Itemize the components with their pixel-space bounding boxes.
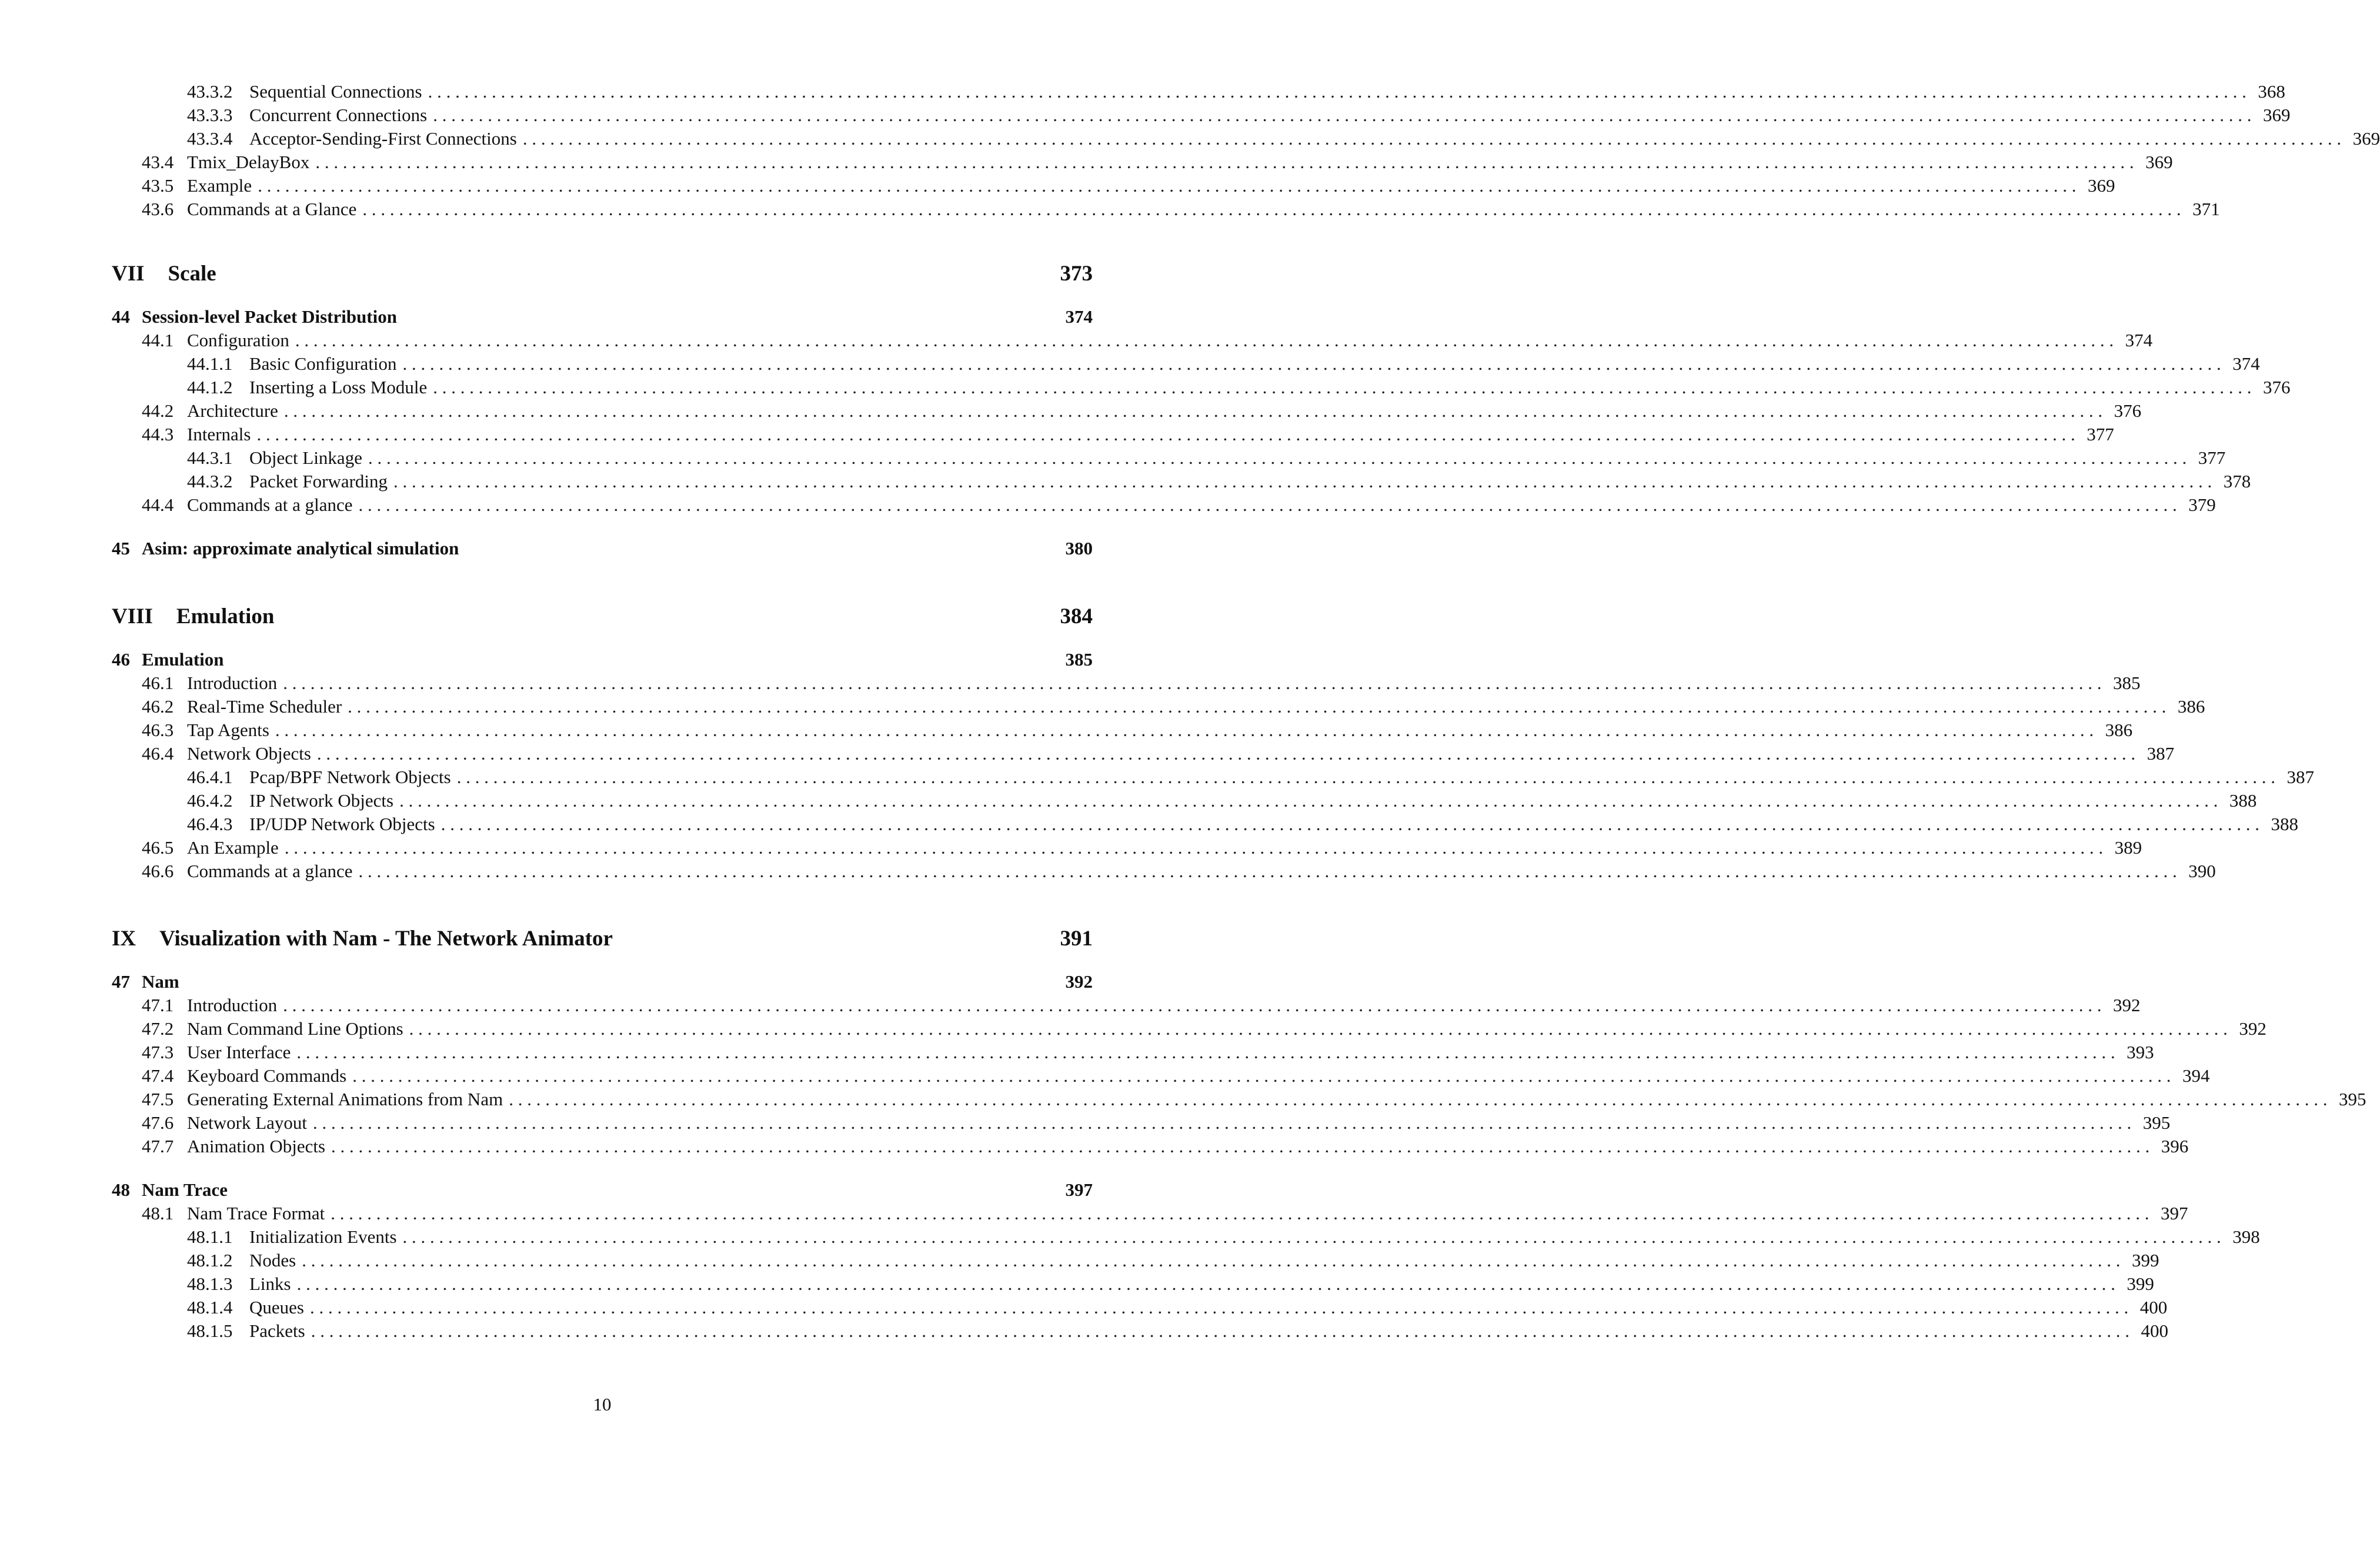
toc-entry-number: VII	[112, 262, 145, 286]
toc-entry-number: 48.1.2	[187, 1250, 233, 1271]
toc-entry-page: 394	[2182, 1065, 2210, 1086]
toc-entry-page: 397	[2160, 1203, 2188, 1223]
toc-entry-number: 43.3.3	[187, 105, 233, 125]
dot-leader: . . . . . . . . . . . . . . . . . . . . . . . . . . . . . . . . . . . . . . . . . . . . . . . . . . . . . . . . . . . . . . . . . . . . . . . . . . . . . . . . . . . . . . . . . . . . . . . . . . . . . . . . . . . . . . . . . . . . . . . . . . . . . . . . . . . . . . . . . . . . . . . . . . . . . . . . . . . . . . . . . . . . . . . . . . . . . . . . . . . . . . . . . . . . . . . . . . . . . . . .	[402, 353, 2221, 374]
toc-section-entry[interactable]	[187, 105, 2291, 125]
toc-entry-page: 373	[1060, 262, 1093, 286]
toc-entry-number: 44.2	[142, 400, 174, 421]
toc-section-entry[interactable]	[187, 128, 2380, 149]
toc-entry-title: Tap Agents	[187, 720, 269, 740]
toc-section-entry[interactable]	[142, 400, 2142, 421]
dot-leader: . . . . . . . . . . . . . . . . . . . . . . . . . . . . . . . . . . . . . . . . . . . . . . . . . . . . . . . . . . . . . . . . . . . . . . . . . . . . . . . . . . . . . . . . . . . . . . . . . . . . . . . . . . . . . . . . . . . . . . . . . . . . . . . . . . . . . . . . . . . . . . . . . . . . . . . . . . . . . . . . . . . . . . . . . . . . . . . . . . . . . . . . . . . . . . . . . . . . . . . .	[296, 1273, 2115, 1294]
toc-entry-title: Queues	[249, 1297, 304, 1318]
dot-leader: . . . . . . . . . . . . . . . . . . . . . . . . . . . . . . . . . . . . . . . . . . . . . . . . . . . . . . . . . . . . . . . . . . . . . . . . . . . . . . . . . . . . . . . . . . . . . . . . . . . . . . . . . . . . . . . . . . . . . . . . . . . . . . . . . . . . . . . . . . . . . . . . . . . . . . . . . . . . . . . . . . . . . . . . . . . . . . . . . . . . . . . . . . . . . . . . . . . . . . . .	[368, 447, 2187, 468]
toc-entry-page: 389	[2114, 837, 2142, 858]
toc-entry-number: 45	[112, 538, 130, 559]
toc-entry-page: 399	[2127, 1273, 2154, 1294]
toc-section-entry[interactable]	[142, 673, 2141, 693]
toc-entry-page: 380	[1065, 538, 1093, 559]
toc-entry-title: Commands at a Glance	[187, 199, 357, 219]
toc-section-entry[interactable]	[187, 447, 2226, 468]
toc-section-entry[interactable]	[142, 424, 2114, 444]
toc-section-entry[interactable]	[187, 814, 2298, 834]
toc-entry-page: 390	[2188, 861, 2216, 881]
toc-entry-title: Introduction	[187, 673, 278, 693]
toc-entry-page: 376	[2262, 377, 2291, 397]
dot-leader: . . . . . . . . . . . . . . . . . . . . . . . . . . . . . . . . . . . . . . . . . . . . . . . . . . . . . . . . . . . . . . . . . . . . . . . . . . . . . . . . . . . . . . . . . . . . . . . . . . . . . . . . . . . . . . . . . . . . . . . . . . . . . . . . . . . . . . . . . . . . . . . . . . . . . . . . . . . . . . . . . . . . . . . . . . . . . . . . . . . . . . . . . . . . . . . . . . . . . . . .	[284, 837, 2104, 858]
toc-entry-page: 369	[2145, 152, 2173, 172]
toc-entry-title: Nam	[142, 971, 179, 992]
toc-entry-title: Example	[187, 175, 252, 196]
toc-entry-page: 391	[1060, 927, 1093, 951]
toc-entry-page: 377	[2198, 447, 2226, 468]
toc-section-entry[interactable]	[187, 81, 2285, 102]
toc-section-entry[interactable]	[187, 377, 2291, 397]
dot-leader: . . . . . . . . . . . . . . . . . . . . . . . . . . . . . . . . . . . . . . . . . . . . . . . . . . . . . . . . . . . . . . . . . . . . . . . . . . . . . . . . . . . . . . . . . . . . . . . . . . . . . . . . . . . . . . . . . . . . . . . . . . . . . . . . . . . . . . . . . . . . . . . . . . . . . . . . . . . . . . . . . . . . . . . . . . . . . . . . . . . . . . . . . . . . . . . . . . . . . . . .	[315, 152, 2134, 172]
dot-leader: . . . . . . . . . . . . . . . . . . . . . . . . . . . . . . . . . . . . . . . . . . . . . . . . . . . . . . . . . . . . . . . . . . . . . . . . . . . . . . . . . . . . . . . . . . . . . . . . . . . . . . . . . . . . . . . . . . . . . . . . . . . . . . . . . . . . . . . . . . . . . . . . . . . . . . . . . . . . . . . . . . . . . . . . . . . . . . . . . . . . . . . . . . . . . . . . . . . . . . . .	[331, 1203, 2149, 1223]
toc-entry-title: IP Network Objects	[249, 790, 394, 811]
toc-entry-page: 384	[1060, 604, 1093, 628]
dot-leader: . . . . . . . . . . . . . . . . . . . . . . . . . . . . . . . . . . . . . . . . . . . . . . . . . . . . . . . . . . . . . . . . . . . . . . . . . . . . . . . . . . . . . . . . . . . . . . . . . . . . . . . . . . . . . . . . . . . . . . . . . . . . . . . . . . . . . . . . . . . . . . . . . . . . . . . . . . . . . . . . . . . . . . . . . . . . . . . . . . . . . . . . . . . . . . . . . . . . . . . .	[302, 1250, 2121, 1271]
toc-section-entry[interactable]	[187, 1226, 2260, 1247]
toc-entry-number: 43.6	[142, 199, 174, 219]
toc-entry-title: Nam Trace	[142, 1179, 228, 1200]
toc-entry-number: 48.1	[142, 1203, 174, 1223]
toc-entry-page: 371	[2192, 199, 2220, 219]
toc-entry-number: 47.5	[142, 1089, 174, 1109]
toc-entry-title: Internals	[187, 424, 251, 444]
toc-entry-title: Inserting a Loss Module	[249, 377, 428, 397]
toc-entry-page: 376	[2114, 400, 2142, 421]
dot-leader: . . . . . . . . . . . . . . . . . . . . . . . . . . . . . . . . . . . . . . . . . . . . . . . . . . . . . . . . . . . . . . . . . . . . . . . . . . . . . . . . . . . . . . . . . . . . . . . . . . . . . . . . . . . . . . . . . . . . . . . . . . . . . . . . . . . . . . . . . . . . . . . . . . . . . . . . . . . . . . . . . . . . . . . . . . . . . . . . . . . . . . . . . . . . . . . . . . . . . . . .	[433, 105, 2252, 125]
toc-entry-page: 399	[2131, 1250, 2159, 1271]
toc-entry-number: 44.1.1	[187, 353, 233, 374]
toc-entry-title: Introduction	[187, 995, 278, 1015]
toc-entry-number: 48	[112, 1179, 130, 1200]
toc-entry-page: 392	[1065, 971, 1093, 992]
toc-section-entry[interactable]	[142, 1065, 2210, 1086]
toc-entry-number: IX	[112, 927, 136, 951]
toc-section-entry[interactable]	[142, 494, 2216, 515]
toc-chapter-entry[interactable]	[112, 650, 1093, 668]
toc-chapter-entry[interactable]	[112, 1181, 1093, 1199]
toc-part-entry[interactable]	[112, 606, 1093, 627]
toc-entry-number: 46.2	[142, 696, 174, 717]
dot-leader: . . . . . . . . . . . . . . . . . . . . . . . . . . . . . . . . . . . . . . . . . . . . . . . . . . . . . . . . . . . . . . . . . . . . . . . . . . . . . . . . . . . . . . . . . . . . . . . . . . . . . . . . . . . . . . . . . . . . . . . . . . . . . . . . . . . . . . . . . . . . . . . . . . . . . . . . . . . . . . . . . . . . . . . . . . . . . . . . . . . . . . . . . . . . . . . . . . . . . . . .	[352, 1065, 2171, 1086]
toc-entry-page: 368	[2258, 81, 2285, 102]
dot-leader: . . . . . . . . . . . . . . . . . . . . . . . . . . . . . . . . . . . . . . . . . . . . . . . . . . . . . . . . . . . . . . . . . . . . . . . . . . . . . . . . . . . . . . . . . . . . . . . . . . . . . . . . . . . . . . . . . . . . . . . . . . . . . . . . . . . . . . . . . . . . . . . . . . . . . . . . . . . . . . . . . . . . . . . . . . . . . . . . . . . . . . . . . . . . . . . . . . . . . . . .	[296, 1042, 2115, 1062]
toc-section-entry[interactable]	[142, 1136, 2189, 1156]
toc-section-entry[interactable]	[142, 861, 2216, 881]
toc-entry-page: 396	[2161, 1136, 2189, 1156]
toc-section-entry[interactable]	[142, 330, 2153, 350]
toc-entry-title: Network Layout	[187, 1112, 308, 1133]
toc-entry-number: 46.4	[142, 743, 174, 764]
toc-section-entry[interactable]	[187, 1250, 2159, 1271]
dot-leader: . . . . . . . . . . . . . . . . . . . . . . . . . . . . . . . . . . . . . . . . . . . . . . . . . . . . . . . . . . . . . . . . . . . . . . . . . . . . . . . . . . . . . . . . . . . . . . . . . . . . . . . . . . . . . . . . . . . . . . . . . . . . . . . . . . . . . . . . . . . . . . . . . . . . . . . . . . . . . . . . . . . . . . . . . . . . . . . . . . . . . . . . . . . . . . . . . . . . . . . .	[433, 377, 2252, 397]
toc-entry-title: Architecture	[187, 400, 278, 421]
toc-entry-title: Generating External Animations from Nam	[187, 1089, 503, 1109]
dot-leader: . . . . . . . . . . . . . . . . . . . . . . . . . . . . . . . . . . . . . . . . . . . . . . . . . . . . . . . . . . . . . . . . . . . . . . . . . . . . . . . . . . . . . . . . . . . . . . . . . . . . . . . . . . . . . . . . . . . . . . . . . . . . . . . . . . . . . . . . . . . . . . . . . . . . . . . . . . . . . . . . . . . . . . . . . . . . . . . . . . . . . . . . . . . . . . . . . . . . . . . .	[456, 767, 2275, 787]
toc-entry-page: 398	[2232, 1226, 2260, 1247]
toc-chapter-entry[interactable]	[112, 539, 1093, 557]
toc-entry-page: 369	[2087, 175, 2115, 196]
toc-entry-number: 47	[112, 971, 130, 992]
dot-leader: . . . . . . . . . . . . . . . . . . . . . . . . . . . . . . . . . . . . . . . . . . . . . . . . . . . . . . . . . . . . . . . . . . . . . . . . . . . . . . . . . . . . . . . . . . . . . . . . . . . . . . . . . . . . . . . . . . . . . . . . . . . . . . . . . . . . . . . . . . . . . . . . . . . . . . . . . . . . . . . . . . . . . . . . . . . . . . . . . . . . . . . . . . . . . . . . . . . . . . . .	[283, 995, 2102, 1015]
toc-entry-title: Scale	[168, 262, 216, 286]
toc-section-entry[interactable]	[187, 353, 2260, 374]
toc-entry-title: Configuration	[187, 330, 289, 350]
dot-leader: . . . . . . . . . . . . . . . . . . . . . . . . . . . . . . . . . . . . . . . . . . . . . . . . . . . . . . . . . . . . . . . . . . . . . . . . . . . . . . . . . . . . . . . . . . . . . . . . . . . . . . . . . . . . . . . . . . . . . . . . . . . . . . . . . . . . . . . . . . . . . . . . . . . . . . . . . . . . . . . . . . . . . . . . . . . . . . . . . . . . . . . . . . . . . . . . . . . . . . . .	[358, 494, 2177, 515]
dot-leader: . . . . . . . . . . . . . . . . . . . . . . . . . . . . . . . . . . . . . . . . . . . . . . . . . . . . . . . . . . . . . . . . . . . . . . . . . . . . . . . . . . . . . . . . . . . . . . . . . . . . . . . . . . . . . . . . . . . . . . . . . . . . . . . . . . . . . . . . . . . . . . . . . . . . . . . . . . . . . . . . . . . . . . . . . . . . . . . . . . . . . . . . . . . . . . . . . . . . . . . .	[409, 1018, 2228, 1039]
toc-entry-page: 385	[1065, 649, 1093, 670]
toc-section-entry[interactable]	[142, 1089, 2366, 1109]
toc-section-entry[interactable]	[187, 471, 2251, 492]
toc-section-entry[interactable]	[187, 1273, 2154, 1294]
toc-entry-title: Tmix_DelayBox	[187, 152, 310, 172]
dot-leader: . . . . . . . . . . . . . . . . . . . . . . . . . . . . . . . . . . . . . . . . . . . . . . . . . . . . . . . . . . . . . . . . . . . . . . . . . . . . . . . . . . . . . . . . . . . . . . . . . . . . . . . . . . . . . . . . . . . . . . . . . . . . . . . . . . . . . . . . . . . . . . . . . . . . . . . . . . . . . . . . . . . . . . . . . . . . . . . . . . . . . . . . . . . . . . . . . . . . . . . .	[283, 400, 2103, 421]
toc-section-entry[interactable]	[142, 1018, 2266, 1039]
dot-leader: . . . . . . . . . . . . . . . . . . . . . . . . . . . . . . . . . . . . . . . . . . . . . . . . . . . . . . . . . . . . . . . . . . . . . . . . . . . . . . . . . . . . . . . . . . . . . . . . . . . . . . . . . . . . . . . . . . . . . . . . . . . . . . . . . . . . . . . . . . . . . . . . . . . . . . . . . . . . . . . . . . . . . . . . . . . . . . . . . . . . . . . . . . . . . . . . . . . . . . . .	[358, 861, 2177, 881]
dot-leader: . . . . . . . . . . . . . . . . . . . . . . . . . . . . . . . . . . . . . . . . . . . . . . . . . . . . . . . . . . . . . . . . . . . . . . . . . . . . . . . . . . . . . . . . . . . . . . . . . . . . . . . . . . . . . . . . . . . . . . . . . . . . . . . . . . . . . . . . . . . . . . . . . . . . . . . . . . . . . . . . . . . . . . . . . . . . . . . . . . . . . . . . . . . . . . . . . . . . . . . .	[275, 720, 2094, 740]
toc-entry-page: 400	[2141, 1320, 2168, 1341]
toc-section-entry[interactable]	[142, 199, 2220, 219]
toc-entry-page: 374	[1065, 306, 1093, 327]
toc-entry-title: Basic Configuration	[249, 353, 397, 374]
toc-entry-number: 46.1	[142, 673, 174, 693]
toc-entry-title: Visualization with Nam - The Network Animator	[159, 927, 613, 951]
dot-leader: . . . . . . . . . . . . . . . . . . . . . . . . . . . . . . . . . . . . . . . . . . . . . . . . . . . . . . . . . . . . . . . . . . . . . . . . . . . . . . . . . . . . . . . . . . . . . . . . . . . . . . . . . . . . . . . . . . . . . . . . . . . . . . . . . . . . . . . . . . . . . . . . . . . . . . . . . . . . . . . . . . . . . . . . . . . . . . . . . . . . . . . . . . . . . . . . . . . . . . . .	[362, 199, 2181, 219]
toc-entry-number: 46.6	[142, 861, 174, 881]
dot-leader: . . . . . . . . . . . . . . . . . . . . . . . . . . . . . . . . . . . . . . . . . . . . . . . . . . . . . . . . . . . . . . . . . . . . . . . . . . . . . . . . . . . . . . . . . . . . . . . . . . . . . . . . . . . . . . . . . . . . . . . . . . . . . . . . . . . . . . . . . . . . . . . . . . . . . . . . . . . . . . . . . . . . . . . . . . . . . . . . . . . . . . . . . . . . . . . . . . . . . . . .	[258, 175, 2077, 196]
toc-entry-page: 385	[2113, 673, 2141, 693]
toc-entry-title: Sequential Connections	[249, 81, 422, 102]
toc-entry-title: User Interface	[187, 1042, 291, 1062]
toc-entry-number: 44.3	[142, 424, 174, 444]
toc-chapter-entry[interactable]	[112, 972, 1093, 991]
toc-entry-page: 377	[2087, 424, 2114, 444]
toc-entry-number: 47.1	[142, 995, 174, 1015]
toc-entry-page: 392	[2239, 1018, 2266, 1039]
toc-entry-title: Animation Objects	[187, 1136, 326, 1156]
toc-entry-page: 369	[2352, 128, 2380, 149]
toc-chapter-entry[interactable]	[112, 307, 1093, 326]
dot-leader: . . . . . . . . . . . . . . . . . . . . . . . . . . . . . . . . . . . . . . . . . . . . . . . . . . . . . . . . . . . . . . . . . . . . . . . . . . . . . . . . . . . . . . . . . . . . . . . . . . . . . . . . . . . . . . . . . . . . . . . . . . . . . . . . . . . . . . . . . . . . . . . . . . . . . . . . . . . . . . . . . . . . . . . . . . . . . . . . . . . . . . . . . . . . . . . . . . . . . . . .	[440, 814, 2259, 834]
toc-part-entry[interactable]	[112, 263, 1093, 285]
toc-entry-title: Initialization Events	[249, 1226, 397, 1247]
toc-section-entry[interactable]	[142, 720, 2133, 740]
toc-entry-title: Links	[249, 1273, 291, 1294]
toc-entry-number: 43.3.2	[187, 81, 233, 102]
toc-entry-page: 387	[2286, 767, 2314, 787]
toc-entry-title: Emulation	[142, 649, 224, 670]
dot-leader: . . . . . . . . . . . . . . . . . . . . . . . . . . . . . . . . . . . . . . . . . . . . . . . . . . . . . . . . . . . . . . . . . . . . . . . . . . . . . . . . . . . . . . . . . . . . . . . . . . . . . . . . . . . . . . . . . . . . . . . . . . . . . . . . . . . . . . . . . . . . . . . . . . . . . . . . . . . . . . . . . . . . . . . . . . . . . . . . . . . . . . . . . . . . . . . . . . . . . . . .	[313, 1112, 2132, 1133]
dot-leader: . . . . . . . . . . . . . . . . . . . . . . . . . . . . . . . . . . . . . . . . . . . . . . . . . . . . . . . . . . . . . . . . . . . . . . . . . . . . . . . . . . . . . . . . . . . . . . . . . . . . . . . . . . . . . . . . . . . . . . . . . . . . . . . . . . . . . . . . . . . . . . . . . . . . . . . . . . . . . . . . . . . . . . . . . . . . . . . . . . . . . . . . . . . . . . . . . . . . . . . .	[522, 128, 2342, 149]
toc-entry-title: IP/UDP Network Objects	[249, 814, 435, 834]
toc-entry-number: 48.1.1	[187, 1226, 233, 1247]
page-number: 10	[593, 1394, 612, 1415]
toc-entry-title: An Example	[187, 837, 279, 858]
dot-leader: . . . . . . . . . . . . . . . . . . . . . . . . . . . . . . . . . . . . . . . . . . . . . . . . . . . . . . . . . . . . . . . . . . . . . . . . . . . . . . . . . . . . . . . . . . . . . . . . . . . . . . . . . . . . . . . . . . . . . . . . . . . . . . . . . . . . . . . . . . . . . . . . . . . . . . . . . . . . . . . . . . . . . . . . . . . . . . . . . . . . . . . . . . . . . . . . . . . . . . . .	[393, 471, 2212, 492]
toc-part-entry[interactable]	[112, 928, 1093, 949]
dot-leader: . . . . . . . . . . . . . . . . . . . . . . . . . . . . . . . . . . . . . . . . . . . . . . . . . . . . . . . . . . . . . . . . . . . . . . . . . . . . . . . . . . . . . . . . . . . . . . . . . . . . . . . . . . . . . . . . . . . . . . . . . . . . . . . . . . . . . . . . . . . . . . . . . . . . . . . . . . . . . . . . . . . . . . . . . . . . . . . . . . . . . . . . . . . . . . . . . . . . . . . .	[256, 424, 2075, 444]
toc-entry-page: 400	[2139, 1297, 2168, 1318]
toc-entry-page: 369	[2262, 105, 2291, 125]
toc-entry-page: 393	[2127, 1042, 2154, 1062]
toc-entry-page: 397	[1065, 1179, 1093, 1200]
toc-entry-title: Pcap/BPF Network Objects	[249, 767, 451, 787]
toc-entry-number: 48.1.3	[187, 1273, 233, 1294]
toc-entry-number: 44.1.2	[187, 377, 233, 397]
toc-entry-title: Commands at a glance	[187, 494, 353, 515]
toc-section-entry[interactable]	[142, 995, 2141, 1015]
dot-leader: . . . . . . . . . . . . . . . . . . . . . . . . . . . . . . . . . . . . . . . . . . . . . . . . . . . . . . . . . . . . . . . . . . . . . . . . . . . . . . . . . . . . . . . . . . . . . . . . . . . . . . . . . . . . . . . . . . . . . . . . . . . . . . . . . . . . . . . . . . . . . . . . . . . . . . . . . . . . . . . . . . . . . . . . . . . . . . . . . . . . . . . . . . . . . . . . . . . . . . . .	[509, 1089, 2328, 1109]
toc-entry-number: 44.1	[142, 330, 174, 350]
dot-leader: . . . . . . . . . . . . . . . . . . . . . . . . . . . . . . . . . . . . . . . . . . . . . . . . . . . . . . . . . . . . . . . . . . . . . . . . . . . . . . . . . . . . . . . . . . . . . . . . . . . . . . . . . . . . . . . . . . . . . . . . . . . . . . . . . . . . . . . . . . . . . . . . . . . . . . . . . . . . . . . . . . . . . . . . . . . . . . . . . . . . . . . . . . . . . . . . . . . . . . . .	[316, 743, 2136, 764]
toc-section-entry[interactable]	[187, 767, 2314, 787]
toc-entry-number: 47.2	[142, 1018, 174, 1039]
toc-entry-page: 395	[2338, 1089, 2366, 1109]
toc-entry-page: 374	[2232, 353, 2260, 374]
toc-entry-title: Nam Command Line Options	[187, 1018, 403, 1039]
toc-section-entry[interactable]	[142, 1203, 2188, 1223]
toc-section-entry[interactable]	[142, 1042, 2154, 1062]
toc-entry-number: 46.4.2	[187, 790, 233, 811]
dot-leader: . . . . . . . . . . . . . . . . . . . . . . . . . . . . . . . . . . . . . . . . . . . . . . . . . . . . . . . . . . . . . . . . . . . . . . . . . . . . . . . . . . . . . . . . . . . . . . . . . . . . . . . . . . . . . . . . . . . . . . . . . . . . . . . . . . . . . . . . . . . . . . . . . . . . . . . . . . . . . . . . . . . . . . . . . . . . . . . . . . . . . . . . . . . . . . . . . . . . . . . .	[428, 81, 2247, 102]
toc-entry-number: 44.3.1	[187, 447, 233, 468]
dot-leader: . . . . . . . . . . . . . . . . . . . . . . . . . . . . . . . . . . . . . . . . . . . . . . . . . . . . . . . . . . . . . . . . . . . . . . . . . . . . . . . . . . . . . . . . . . . . . . . . . . . . . . . . . . . . . . . . . . . . . . . . . . . . . . . . . . . . . . . . . . . . . . . . . . . . . . . . . . . . . . . . . . . . . . . . . . . . . . . . . . . . . . . . . . . . . . . . . . . . . . . .	[309, 1297, 2129, 1318]
toc-entry-title: Network Objects	[187, 743, 311, 764]
toc-entry-number: 46.4.1	[187, 767, 233, 787]
toc-entry-number: 47.4	[142, 1065, 174, 1086]
toc-entry-number: 46.3	[142, 720, 174, 740]
toc-section-entry[interactable]	[142, 1112, 2171, 1133]
toc-entry-title: Real-Time Scheduler	[187, 696, 342, 717]
toc-entry-title: Nam Trace Format	[187, 1203, 325, 1223]
toc-entry-title: Keyboard Commands	[187, 1065, 347, 1086]
toc-section-entry[interactable]	[142, 743, 2175, 764]
toc-entry-title: Object Linkage	[249, 447, 362, 468]
toc-entry-number: 48.1.4	[187, 1297, 233, 1318]
toc-entry-page: 386	[2177, 696, 2205, 717]
toc-entry-title: Packet Forwarding	[249, 471, 388, 492]
toc-section-entry[interactable]	[187, 1320, 2168, 1341]
dot-leader: . . . . . . . . . . . . . . . . . . . . . . . . . . . . . . . . . . . . . . . . . . . . . . . . . . . . . . . . . . . . . . . . . . . . . . . . . . . . . . . . . . . . . . . . . . . . . . . . . . . . . . . . . . . . . . . . . . . . . . . . . . . . . . . . . . . . . . . . . . . . . . . . . . . . . . . . . . . . . . . . . . . . . . . . . . . . . . . . . . . . . . . . . . . . . . . . . . . . . . . .	[399, 790, 2218, 811]
toc-entry-title: Emulation	[176, 604, 275, 628]
toc-entry-number: 46.5	[142, 837, 174, 858]
toc-entry-title: Packets	[249, 1320, 305, 1341]
toc-entry-number: 46.4.3	[187, 814, 233, 834]
toc-entry-number: 43.4	[142, 152, 174, 172]
toc-section-entry[interactable]	[142, 175, 2115, 196]
toc-entry-number: 47.3	[142, 1042, 174, 1062]
toc-section-entry[interactable]	[142, 696, 2205, 717]
toc-entry-number: 48.1.5	[187, 1320, 233, 1341]
toc-entry-title: Session-level Packet Distribution	[142, 306, 397, 327]
toc-entry-title: Nodes	[249, 1250, 296, 1271]
dot-leader: . . . . . . . . . . . . . . . . . . . . . . . . . . . . . . . . . . . . . . . . . . . . . . . . . . . . . . . . . . . . . . . . . . . . . . . . . . . . . . . . . . . . . . . . . . . . . . . . . . . . . . . . . . . . . . . . . . . . . . . . . . . . . . . . . . . . . . . . . . . . . . . . . . . . . . . . . . . . . . . . . . . . . . . . . . . . . . . . . . . . . . . . . . . . . . . . . . . . . . . .	[402, 1226, 2221, 1247]
toc-section-entry[interactable]	[142, 837, 2142, 858]
toc-entry-page: 379	[2188, 494, 2216, 515]
toc-entry-page: 392	[2113, 995, 2141, 1015]
toc-entry-page: 386	[2105, 720, 2133, 740]
toc-entry-title: Concurrent Connections	[249, 105, 428, 125]
toc-entry-number: 44.4	[142, 494, 174, 515]
dot-leader: . . . . . . . . . . . . . . . . . . . . . . . . . . . . . . . . . . . . . . . . . . . . . . . . . . . . . . . . . . . . . . . . . . . . . . . . . . . . . . . . . . . . . . . . . . . . . . . . . . . . . . . . . . . . . . . . . . . . . . . . . . . . . . . . . . . . . . . . . . . . . . . . . . . . . . . . . . . . . . . . . . . . . . . . . . . . . . . . . . . . . . . . . . . . . . . . . . . . . . . .	[348, 696, 2167, 717]
toc-section-entry[interactable]	[187, 1297, 2168, 1318]
toc-entry-page: 395	[2142, 1112, 2171, 1133]
toc-entry-number: 47.6	[142, 1112, 174, 1133]
toc-entry-number: 44	[112, 306, 130, 327]
toc-section-entry[interactable]	[187, 790, 2257, 811]
dot-leader: . . . . . . . . . . . . . . . . . . . . . . . . . . . . . . . . . . . . . . . . . . . . . . . . . . . . . . . . . . . . . . . . . . . . . . . . . . . . . . . . . . . . . . . . . . . . . . . . . . . . . . . . . . . . . . . . . . . . . . . . . . . . . . . . . . . . . . . . . . . . . . . . . . . . . . . . . . . . . . . . . . . . . . . . . . . . . . . . . . . . . . . . . . . . . . . . . . . . . . . .	[331, 1136, 2150, 1156]
dot-leader: . . . . . . . . . . . . . . . . . . . . . . . . . . . . . . . . . . . . . . . . . . . . . . . . . . . . . . . . . . . . . . . . . . . . . . . . . . . . . . . . . . . . . . . . . . . . . . . . . . . . . . . . . . . . . . . . . . . . . . . . . . . . . . . . . . . . . . . . . . . . . . . . . . . . . . . . . . . . . . . . . . . . . . . . . . . . . . . . . . . . . . . . . . . . . . . . . . . . . . . .	[295, 330, 2114, 350]
toc-entry-number: 43.5	[142, 175, 174, 196]
dot-leader: . . . . . . . . . . . . . . . . . . . . . . . . . . . . . . . . . . . . . . . . . . . . . . . . . . . . . . . . . . . . . . . . . . . . . . . . . . . . . . . . . . . . . . . . . . . . . . . . . . . . . . . . . . . . . . . . . . . . . . . . . . . . . . . . . . . . . . . . . . . . . . . . . . . . . . . . . . . . . . . . . . . . . . . . . . . . . . . . . . . . . . . . . . . . . . . . . . . . . . . .	[283, 673, 2102, 693]
toc-entry-number: 47.7	[142, 1136, 174, 1156]
toc-entry-number: 46	[112, 649, 130, 670]
toc-entry-page: 388	[2271, 814, 2298, 834]
dot-leader: . . . . . . . . . . . . . . . . . . . . . . . . . . . . . . . . . . . . . . . . . . . . . . . . . . . . . . . . . . . . . . . . . . . . . . . . . . . . . . . . . . . . . . . . . . . . . . . . . . . . . . . . . . . . . . . . . . . . . . . . . . . . . . . . . . . . . . . . . . . . . . . . . . . . . . . . . . . . . . . . . . . . . . . . . . . . . . . . . . . . . . . . . . . . . . . . . . . . . . . .	[311, 1320, 2129, 1341]
toc-entry-page: 374	[2125, 330, 2153, 350]
toc-entry-page: 388	[2229, 790, 2257, 811]
toc-section-entry[interactable]	[142, 152, 2173, 172]
toc-entry-number: 43.3.4	[187, 128, 233, 149]
toc-entry-page: 387	[2147, 743, 2175, 764]
toc-entry-title: Commands at a glance	[187, 861, 353, 881]
toc-entry-title: Acceptor-Sending-First Connections	[249, 128, 517, 149]
toc-entry-number: VIII	[112, 604, 153, 628]
toc-entry-title: Asim: approximate analytical simulation	[142, 538, 459, 559]
toc-entry-page: 378	[2223, 471, 2251, 492]
toc-entry-number: 44.3.2	[187, 471, 233, 492]
